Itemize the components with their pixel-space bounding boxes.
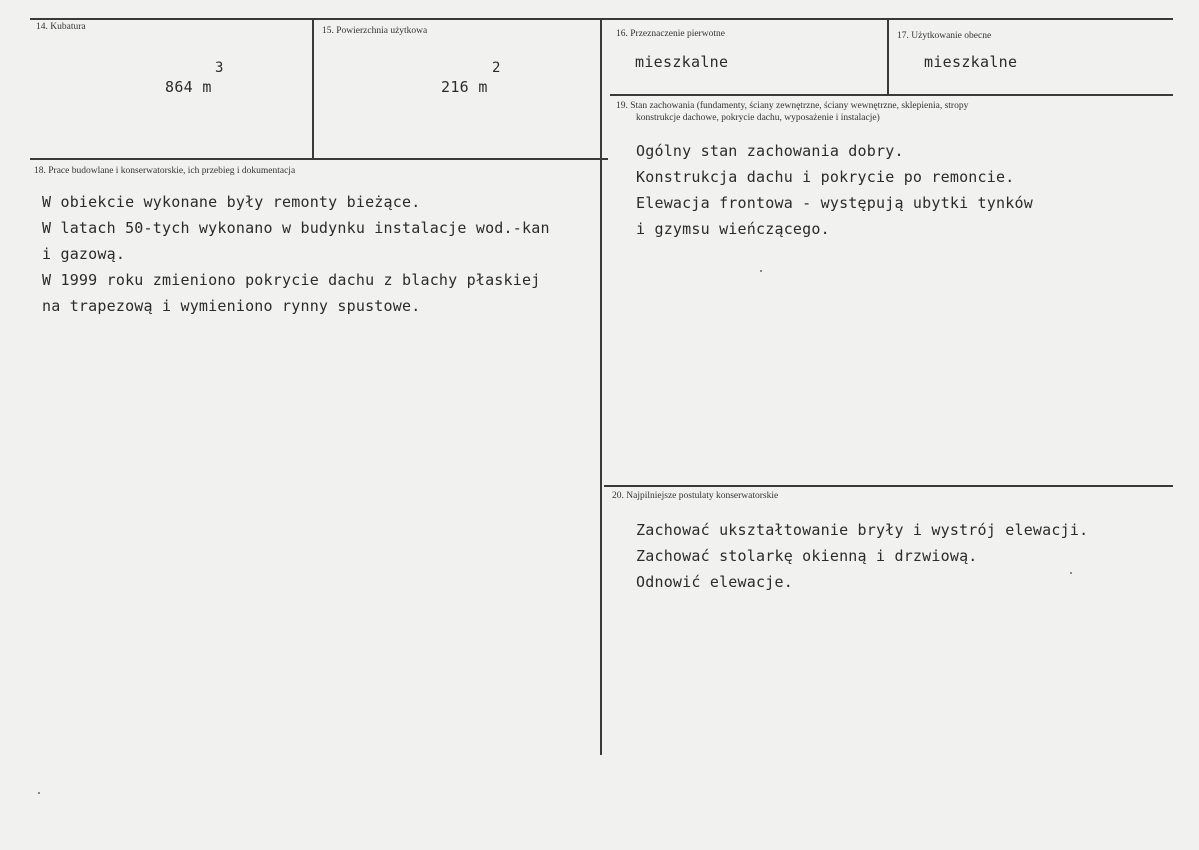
field-18-line: i gazową. (42, 245, 126, 263)
field-20-line: Odnowić elewacje. (636, 573, 793, 591)
field-17-label: 17. Użytkowanie obecne (897, 31, 992, 41)
field-19-line: Konstrukcja dachu i pokrycie po remoncie. (636, 168, 1015, 186)
divider-16-17 (887, 18, 889, 94)
field-15-exponent: 2 (492, 60, 501, 76)
divider-left-right (600, 18, 602, 755)
field-19-label-line2: konstrukcje dachowe, pokrycie dachu, wyposażenie i instalacje) (636, 113, 880, 123)
field-14-value: 864 m (165, 78, 212, 96)
field-20-line: Zachować ukształtowanie bryły i wystrój elewacji. (636, 521, 1089, 539)
field-18-line: na trapezową i wymieniono rynny spustowe. (42, 297, 421, 315)
field-20-label: 20. Najpilniejsze postulaty konserwatorskie (612, 491, 779, 501)
field-19-line: i gzymsu wieńczącego. (636, 220, 830, 238)
field-14-exponent: 3 (215, 60, 224, 76)
field-15-value: 216 m (441, 78, 488, 96)
field-19-line: Elewacja frontowa - występują ubytki tynków (636, 194, 1033, 212)
field-19-line: Ogólny stan zachowania dobry. (636, 142, 904, 160)
paper-speck (760, 270, 762, 272)
field-18-line: W obiekcie wykonane były remonty bieżące. (42, 193, 421, 211)
divider-19-20 (604, 485, 1173, 487)
divider-14-15 (312, 18, 314, 158)
field-18-line: W latach 50-tych wykonano w budynku instalacje wod.-kan (42, 219, 550, 237)
field-20-line: Zachować stolarkę okienną i drzwiową. (636, 547, 978, 565)
field-18-line: W 1999 roku zmieniono pokrycie dachu z blachy płaskiej (42, 271, 541, 289)
field-16-value: mieszkalne (635, 53, 729, 71)
field-20-text (636, 517, 1088, 595)
field-19-label-line1: 19. Stan zachowania (fundamenty, ściany zewnętrzne, ściany wewnętrzne, sklepienia, stropy (616, 101, 969, 111)
field-18-label: 18. Prace budowlane i konserwatorskie, ich przebieg i dokumentacja (34, 166, 296, 176)
divider-14-18 (30, 158, 608, 160)
paper-speck (1070, 572, 1072, 574)
divider-16-19 (610, 94, 1173, 96)
paper-speck (38, 792, 40, 794)
field-15-label: 15. Powierzchnia użytkowa (322, 26, 428, 36)
field-18-text (42, 189, 550, 319)
field-14-label: 14. Kubatura (36, 22, 86, 32)
field-16-label: 16. Przeznaczenie pierwotne (616, 29, 725, 39)
field-19-text (636, 138, 1033, 242)
field-17-value: mieszkalne (924, 53, 1018, 71)
